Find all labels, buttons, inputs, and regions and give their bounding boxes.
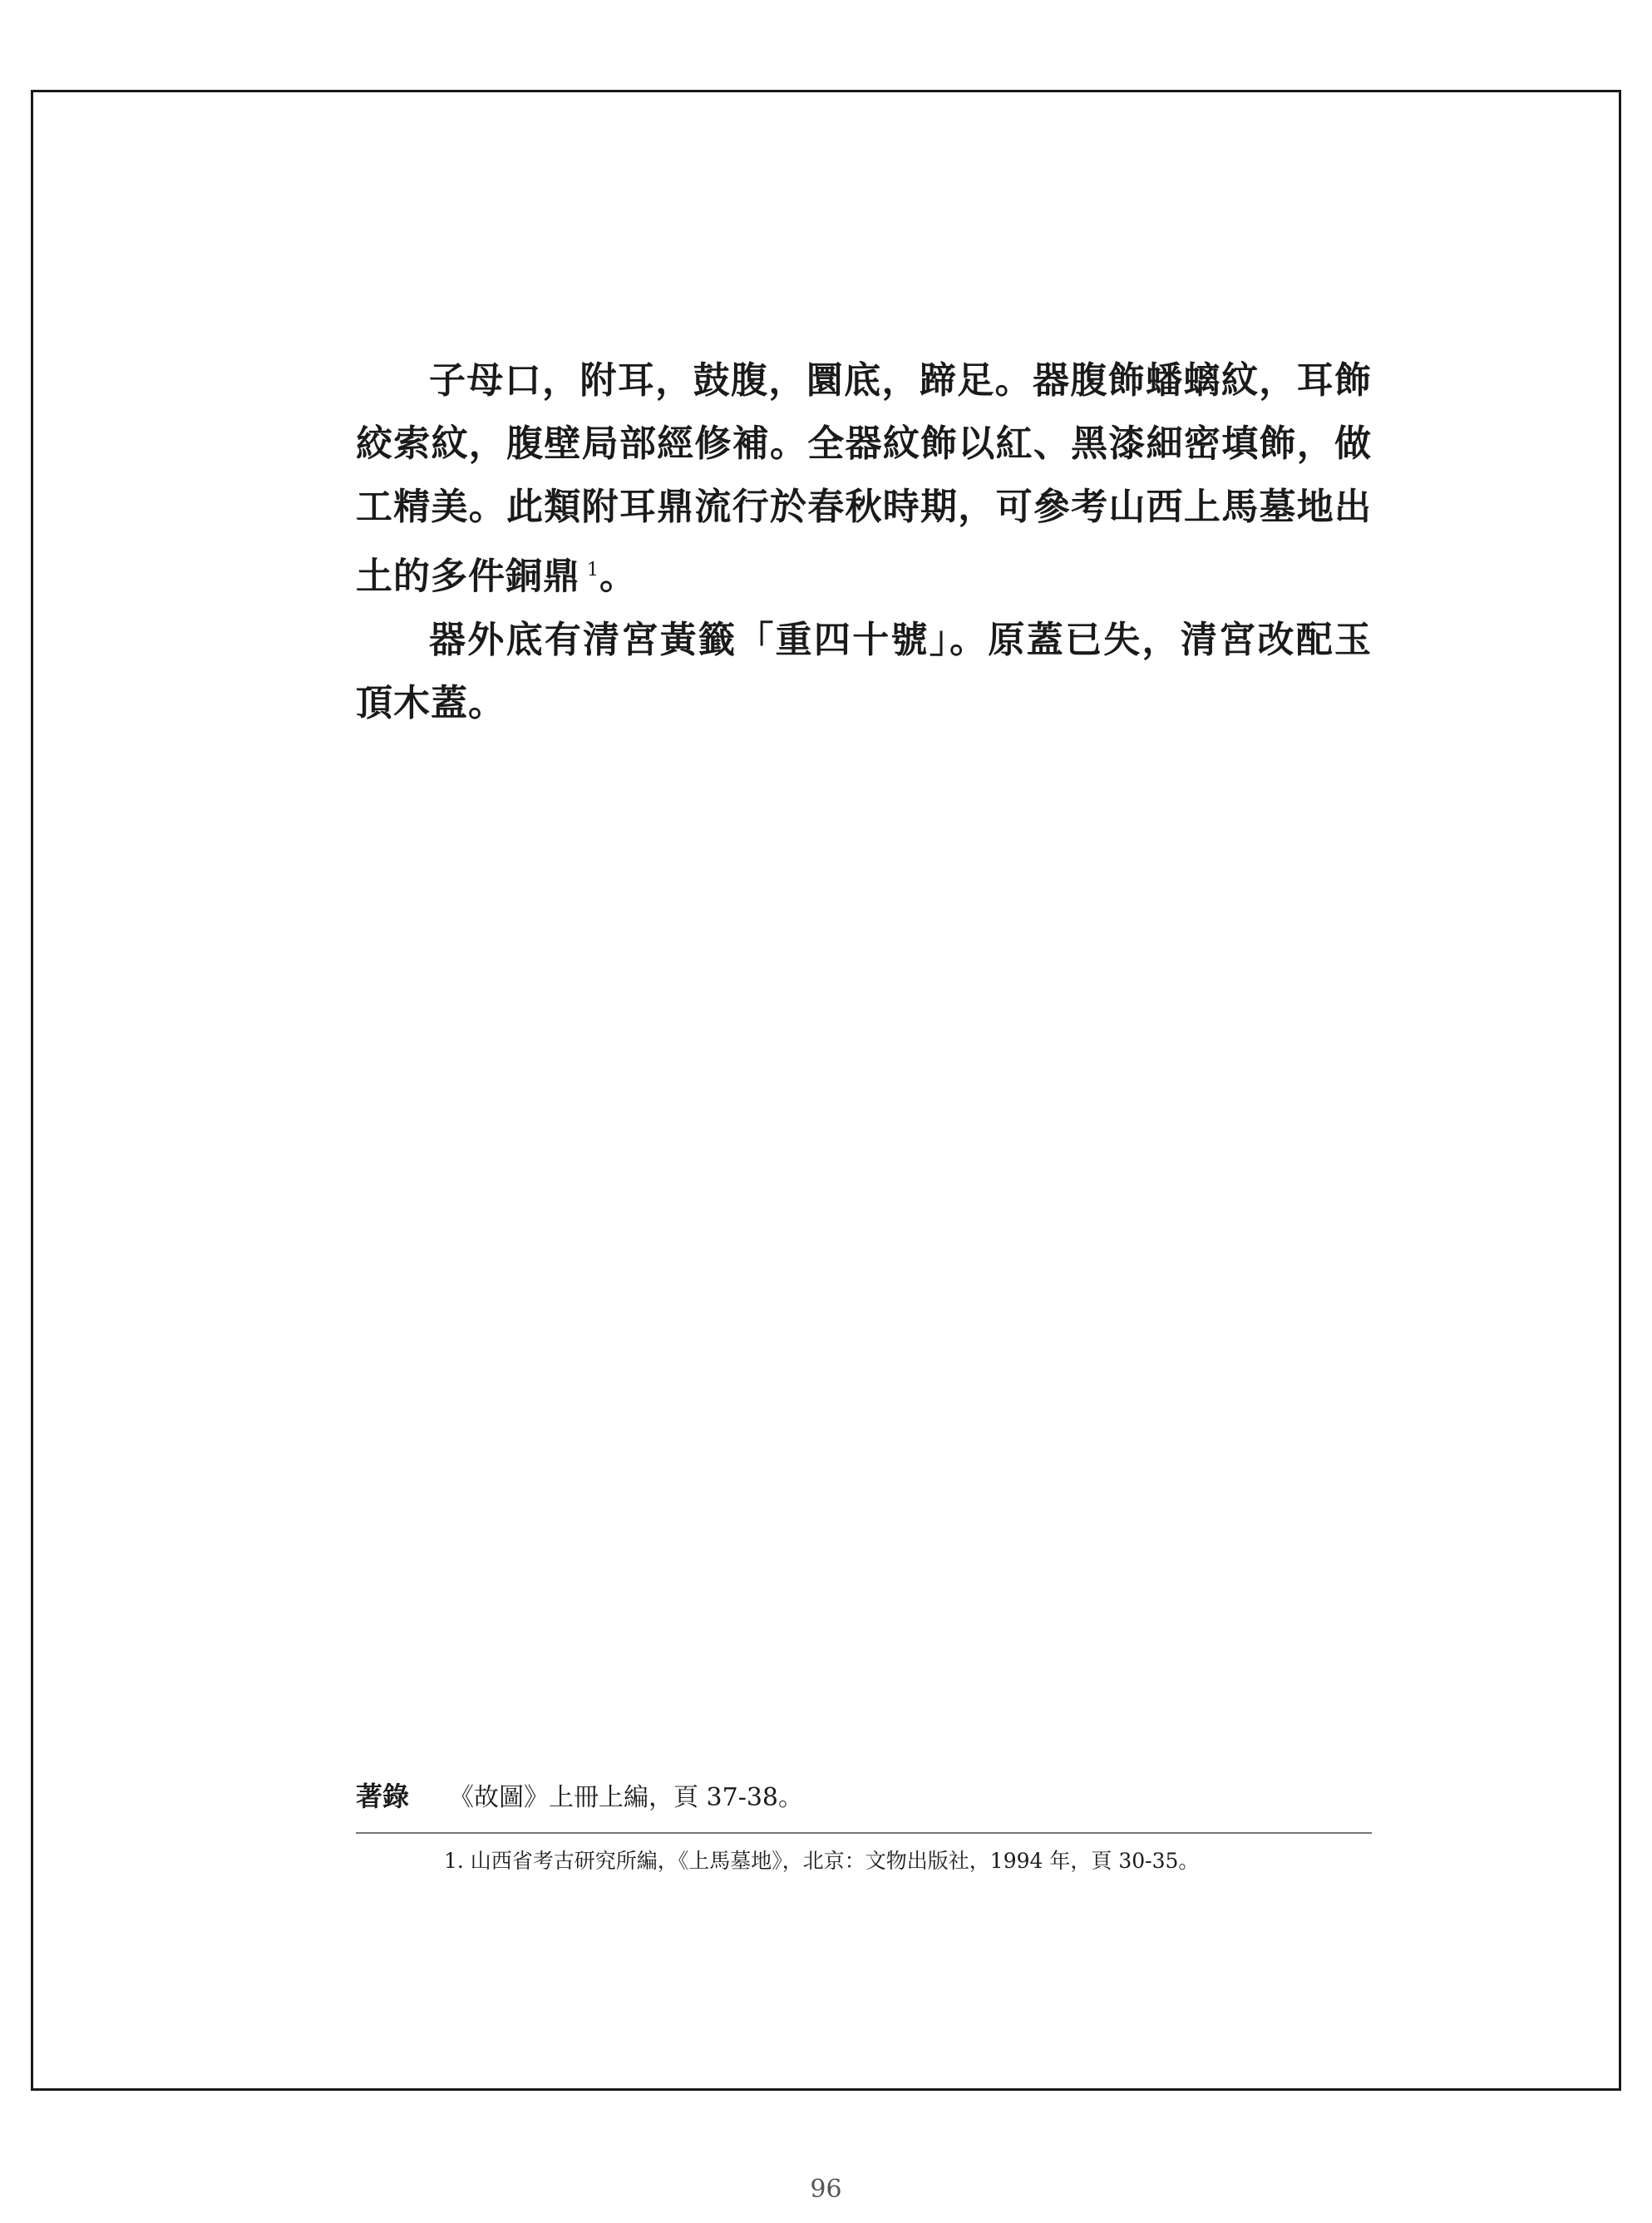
- page-number: 96: [810, 2175, 842, 2204]
- footnote-divider: [356, 1832, 1372, 1834]
- paragraph-description-end: 。: [599, 555, 637, 598]
- catalog-label: 著錄: [356, 1781, 410, 1812]
- label-note-before: 器外底有清宮黃籤「: [429, 618, 776, 661]
- label-stamp-text: 重四十號: [775, 618, 930, 661]
- paragraph-description: [356, 349, 1372, 609]
- paragraph-description-text: 子母口，附耳，鼓腹，圜底，蹄足。器腹飾蟠螭紋，耳飾絞索紋，腹壁局部經修補。全器紋飾以紅、黑漆細密填飾，做工精美。此類附耳鼎流行於春秋時期，可參考山西上馬墓地出土的多件銅鼎: [356, 359, 1372, 598]
- footnote-reference[interactable]: 1: [587, 560, 599, 580]
- footnote: 1. 山西省考古研究所編，《上馬墓地》，北京：文物出版社，1994 年，頁 30-35。: [444, 1849, 1200, 1873]
- main-text: [356, 349, 1372, 735]
- catalog-text: 《故圖》上冊上編，頁 37-38。: [449, 1783, 804, 1812]
- paragraph-label-note: [356, 609, 1372, 735]
- catalog-entry: [356, 1780, 1372, 1815]
- label-note-after: 」。原蓋已失，清宮改配玉頂木蓋。: [356, 618, 1373, 724]
